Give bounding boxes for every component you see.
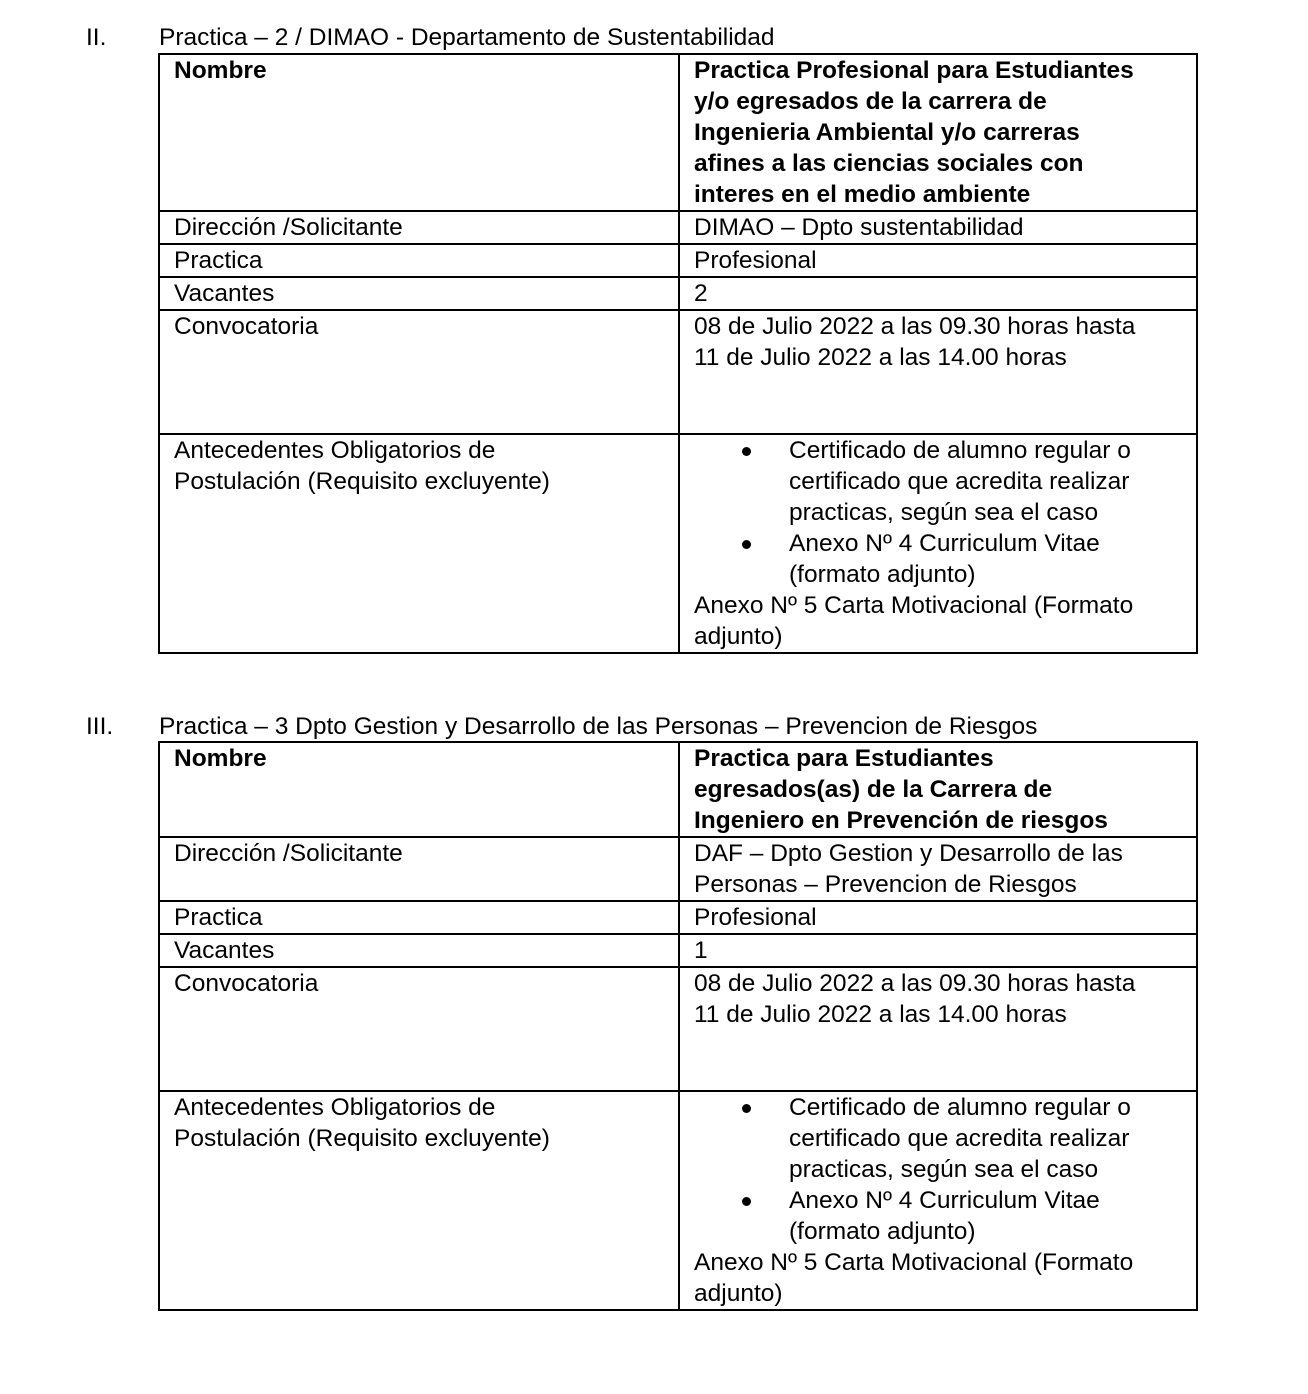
label-practica: Practica [159,244,679,277]
bullet-icon [742,447,751,456]
row-practica [159,244,1197,277]
value-nombre [679,54,1197,211]
text-line: Postulación (Requisito excluyente) [174,1125,550,1152]
value-antecedentes [679,434,1197,653]
value-nombre [679,742,1197,837]
row-vacantes [159,934,1197,967]
label-direccion: Dirección /Solicitante [159,837,679,901]
text-line: adjunto) [694,1280,783,1307]
text-line: Antecedentes Obligatorios de [174,437,496,464]
requirements-list [694,435,1188,590]
text-line: Ingenieria Ambiental y/o carreras [694,119,1080,146]
text-line: Anexo Nº 4 Curriculum Vitae [789,1187,1100,1214]
text-line: 08 de Julio 2022 a las 09.30 horas hasta [694,970,1136,997]
value-direccion [679,211,1197,244]
value-convocatoria [679,310,1197,434]
bullet-icon [742,1104,751,1113]
row-practica [159,901,1197,934]
text-line: DAF – Dpto Gestion y Desarrollo de las [694,840,1123,867]
text-line: practicas, según sea el caso [789,1156,1099,1183]
label-practica: Practica [159,901,679,934]
value-vacantes: 1 [679,934,1197,967]
label-vacantes: Vacantes [159,277,679,310]
value-convocatoria [679,967,1197,1091]
text-line: practicas, según sea el caso [789,499,1099,526]
bullet-icon [742,540,751,549]
practica-table [158,53,1198,654]
list-item [694,435,1188,528]
text-line: Practica para Estudiantes [694,745,994,772]
row-convocatoria [159,967,1197,1091]
section-title: Practica – 2 / DIMAO - Departamento de Sustentabilidad [159,24,775,51]
list-item [694,1185,1188,1247]
section-numeral: III. [86,713,114,740]
label-antecedentes [159,434,679,653]
row-nombre [159,742,1197,837]
text-line: 11 de Julio 2022 a las 14.00 horas [694,1001,1067,1028]
text-line: interes en el medio ambiente [694,181,1031,208]
text-line: certificado que acredita realizar [789,1125,1130,1152]
text-line: Anexo Nº 5 Carta Motivacional (Formato [694,592,1134,619]
row-convocatoria [159,310,1197,434]
label-nombre: Nombre [159,742,679,837]
list-item [694,1092,1188,1185]
practica-table [158,741,1198,1311]
text-line: 08 de Julio 2022 a las 09.30 horas hasta [694,313,1136,340]
text-line: egresados(as) de la Carrera de [694,776,1053,803]
section-heading [0,22,1308,53]
text-line: y/o egresados de la carrera de [694,88,1047,115]
label-vacantes: Vacantes [159,934,679,967]
list-item [694,528,1188,590]
text-line: 11 de Julio 2022 a las 14.00 horas [694,344,1067,371]
text-line: afines a las ciencias sociales con [694,150,1084,177]
value-direccion [679,837,1197,901]
text-line: Antecedentes Obligatorios de [174,1094,496,1121]
label-direccion: Dirección /Solicitante [159,211,679,244]
section-numeral: II. [86,24,107,51]
value-vacantes: 2 [679,277,1197,310]
section-heading [0,711,1308,742]
requirements-list [694,1092,1188,1247]
row-direccion [159,211,1197,244]
text-line: DIMAO – Dpto sustentabilidad [694,214,1024,241]
text-line: Certificado de alumno regular o [789,437,1131,464]
label-convocatoria: Convocatoria [159,967,679,1091]
text-line: Anexo Nº 5 Carta Motivacional (Formato [694,1249,1134,1276]
row-nombre [159,54,1197,211]
text-line: Certificado de alumno regular o [789,1094,1131,1121]
text-line: (formato adjunto) [789,561,976,588]
text-line: Personas – Prevencion de Riesgos [694,871,1077,898]
bullet-icon [742,1197,751,1206]
text-line: Ingeniero en Prevención de riesgos [694,807,1108,834]
value-practica: Profesional [679,901,1197,934]
text-line: certificado que acredita realizar [789,468,1130,495]
row-direccion [159,837,1197,901]
value-antecedentes [679,1091,1197,1310]
label-nombre: Nombre [159,54,679,211]
text-line: (formato adjunto) [789,1218,976,1245]
text-line: adjunto) [694,623,783,650]
row-vacantes [159,277,1197,310]
row-antecedentes [159,434,1197,653]
text-line: Practica Profesional para Estudiantes [694,57,1134,84]
text-line: Postulación (Requisito excluyente) [174,468,550,495]
value-practica: Profesional [679,244,1197,277]
row-antecedentes [159,1091,1197,1310]
section-title: Practica – 3 Dpto Gestion y Desarrollo de las Personas – Prevencion de Riesgos [159,713,1038,740]
label-antecedentes [159,1091,679,1310]
text-line: Anexo Nº 4 Curriculum Vitae [789,530,1100,557]
label-convocatoria: Convocatoria [159,310,679,434]
